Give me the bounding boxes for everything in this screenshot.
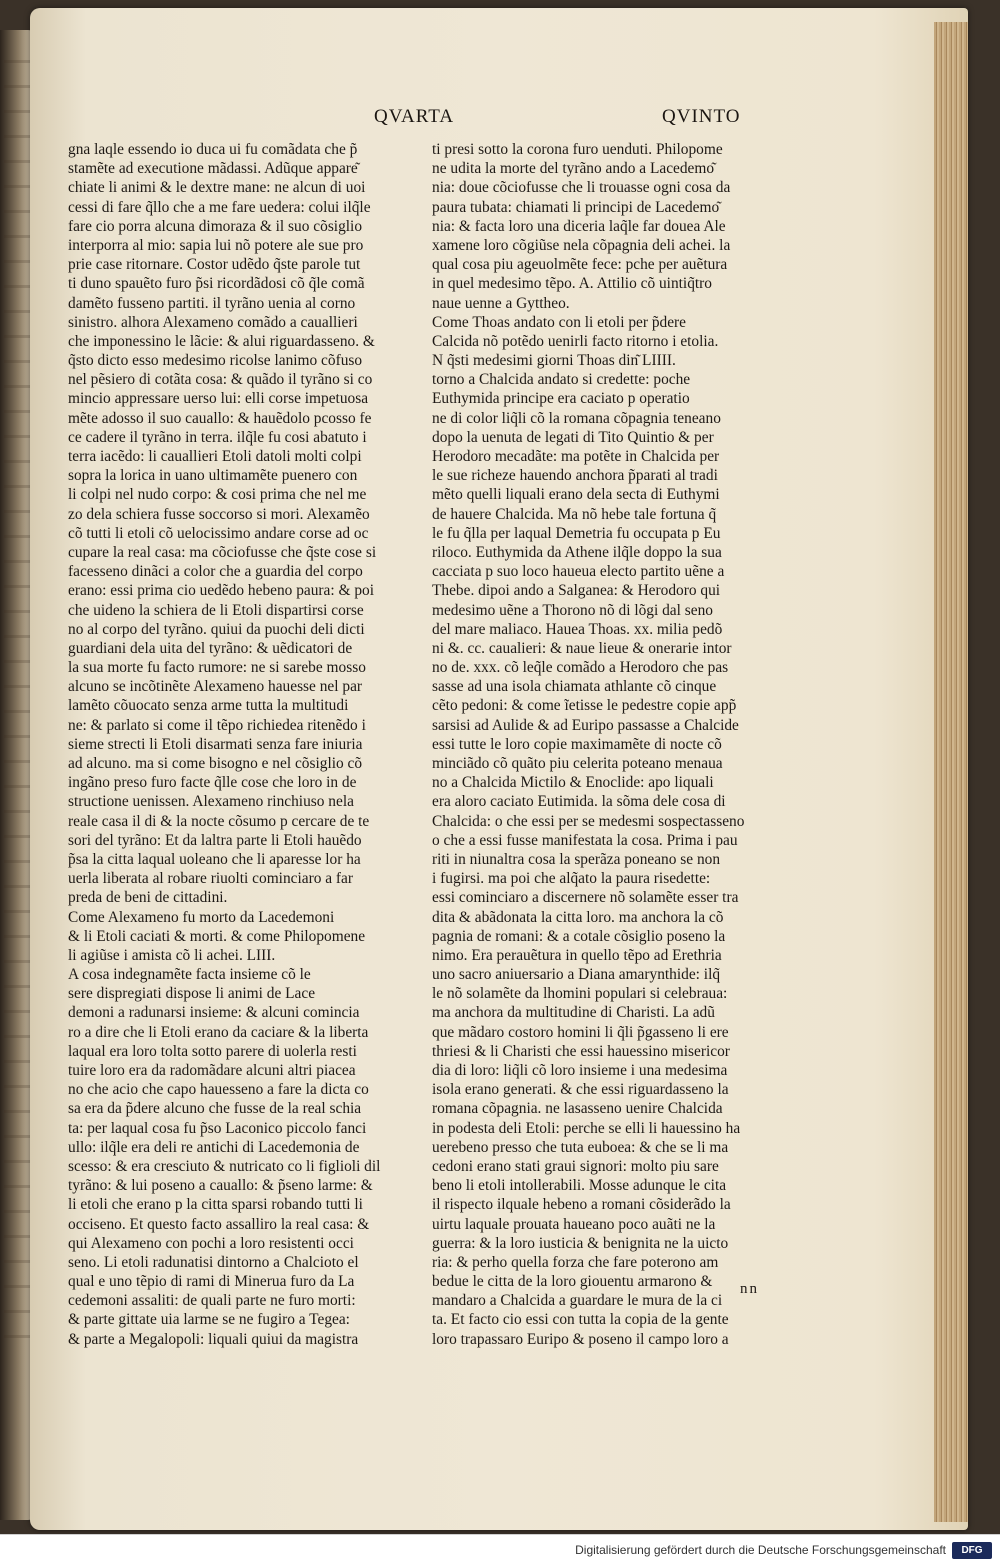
text-line: essi cominciaro a discernere nõ solamẽte esser tra <box>432 889 739 907</box>
text-line: nia: & facta loro una diceria laq̃le far douea Ale <box>432 217 726 235</box>
text-line: minciãdo cõ quãto piu celerita poteano menaua <box>432 755 723 772</box>
text-line: uirtu laquale prouata haueano poco auãti ne la <box>432 1215 716 1233</box>
text-line: le sue richeze hauendo anchora p̃parati al tradi <box>432 467 718 485</box>
text-line: Come Thoas andato con li etoli per p̃dere <box>432 313 687 331</box>
text-line: tuire loro era da radomãdare alcuni altri piacea <box>68 1062 356 1079</box>
text-line: ni &. cc. caualieri: & naue lieue & onerarie intor <box>432 639 732 657</box>
text-line: ce cadere il tyrãno in terra. ilq̃le fu cosi abatuto i <box>68 428 367 446</box>
text-line: dita & abãdonata la citta loro. ma anchora la cõ <box>432 908 724 926</box>
text-line: no de. xxx. cõ leq̃le comãdo a Herodoro che pas <box>432 659 729 677</box>
funding-credit: Digitalisierung gefördert durch die Deutsche Forschungsgemeinschaft <box>575 1543 946 1557</box>
text-line: guerra: & la loro iusticia & benignita ne la uicto <box>432 1234 729 1252</box>
dfg-logo: DFG <box>952 1542 992 1559</box>
text-line: i fugirsi. ma poi che alq̃ato la paura risedette: <box>432 870 711 888</box>
text-line: ullo: ilq̃le era deli re antichi di Lacedemonia de <box>68 1138 360 1156</box>
text-line: ingãno preso furo facte q̃lle cose che loro in de <box>68 774 357 792</box>
text-line: ti presi sotto la corona furo uenduti. Philopome <box>432 141 723 158</box>
text-line: Thebe. dipoi ando a Salganea: & Herodoro qui <box>432 582 721 600</box>
text-line: sieme strecti li Etoli disarmati senza fare iniuria <box>68 735 363 753</box>
text-line: ne udita la morte del tyrãno ando a Lacedemo͂ <box>432 160 715 178</box>
text-line: prie case ritornare. Costor udẽdo q̃ste parole tut <box>68 256 361 274</box>
text-line: no a Chalcida Mictilo & Enoclide: apo liquali <box>432 774 714 792</box>
text-line: che imponessino le lãcie: & alui riguardasseno. & <box>68 332 375 350</box>
text-line: li etoli che erano p la citta sparsi robando tutti li <box>68 1196 363 1214</box>
text-line: cessi di fare q̃llo che a me fare uedera: colui ilq̃le <box>68 198 371 216</box>
text-line: beno li etoli intollerabili. Mosse adunque le cita <box>432 1177 727 1195</box>
text-line: paura tubata: chiamati li principi de Lacedemo͂ <box>432 198 720 216</box>
text-line: pagnia de romani: & a cotale cõsiglio poseno la <box>432 927 726 945</box>
text-line: de hauere Chalcida. Ma nõ hebe tale fortuna q̃ <box>432 505 717 523</box>
text-line: mẽte adosso il suo cauallo: & hauẽdolo pcosso fe <box>68 409 372 427</box>
text-line: ne di color liq̃li cõ la romana cõpagnia teneano <box>432 409 721 427</box>
text-line: naue uenne a Gyttheo. <box>432 294 570 312</box>
text-line: q̃sto dicto esso medesimo ricolse lanimo cõfuso <box>68 352 363 370</box>
text-line: nel pẽsiero di cotãta cosa: & quãdo il tyrãno si co <box>68 371 373 389</box>
text-line: in quel medesimo tẽpo. A. Attilio cõ uintiq̃tro <box>432 275 712 293</box>
text-line: no che acio che capo hauesseno a fare la dicta co <box>68 1081 369 1099</box>
text-line: loro trapassaro Euripo & poseno il campo loro a <box>432 1330 729 1348</box>
signature-mark: nn <box>740 1281 759 1297</box>
text-line: la sua morte fu facto rumore: ne si sarebe mosso <box>68 659 366 677</box>
text-line: ta. Et facto cio essi con tutta la copia de la gente <box>432 1311 729 1329</box>
text-line: era aloro caciato Eutimida. la sõma dele cosa di <box>432 793 726 811</box>
text-line: riti in niunaltra cosa la sperãza poneano se non <box>432 850 721 868</box>
text-line: nimo. Era perauẽtura in quello tẽpo ad Erethria <box>432 946 722 964</box>
text-line: uerebeno presso che tuta euboea: & che se li ma <box>432 1138 729 1156</box>
text-line: guardiani dela uita del tyrãno: & uẽdicatori de <box>68 639 353 657</box>
text-line: in podesta deli Etoli: perche se elli li hauessino ha <box>432 1119 741 1137</box>
text-line: occiseno. Et questo facto assalliro la real casa: & <box>68 1215 370 1233</box>
text-line: alcuno se incõtinẽte Alexameno hauesse nel par <box>68 678 363 696</box>
text-line: N q̃sti medesimi giorni Thoas din͂ LIIII. <box>432 352 676 370</box>
text-column-right <box>432 140 794 1349</box>
text-line: scesso: & era cresciuto & nutricato co li figlioli dil <box>68 1157 381 1175</box>
text-line: cupare la real casa: ma cõciofusse che q̃ste cose si <box>68 543 377 561</box>
text-line: no al corpo del tyrãno. quiui da puochi deli dicti <box>68 620 365 638</box>
text-line: isola erano generati. & che essi riguardasseno la <box>432 1081 729 1099</box>
text-line: il rispecto ilquale hebeno a romani cõsiderãdo la <box>432 1196 731 1214</box>
text-line: chiate li animi & le dextre mane: ne alcun di uoi <box>68 179 366 197</box>
text-line: qui Alexameno con pochi a loro resistenti occi <box>68 1234 354 1252</box>
text-line: Euthymida principe era caciato p operatio <box>432 390 690 408</box>
text-line: & parte gittate uia larme se ne fugiro a Tegea: <box>68 1311 350 1329</box>
text-line: bedue le citta de la loro giouentu armarono & <box>432 1273 713 1291</box>
text-line: seno. Li etoli radunatisi dintorno a Chalcioto el <box>68 1253 359 1271</box>
text-line: del mare maliaco. Hauea Thoas. xx. milia pedõ <box>432 620 723 638</box>
text-line: che uideno la schiera de li Etoli dispartirsi corse <box>68 601 364 619</box>
text-line: dia di loro: liq̃li cõ loro insieme i una medesima <box>432 1062 728 1079</box>
text-line: ria: & perho quella forza che fare poterono am <box>432 1253 719 1271</box>
text-line: preda de beni de cittadini. <box>68 889 228 907</box>
text-line: o che a essi fusse manifestata la cosa. Prima i pau <box>432 831 738 849</box>
text-line: cacciata p suo loco haueua electo partito uẽne a <box>432 563 725 581</box>
text-line: que mãdaro costoro homini li q̃li p̃gasseno li ere <box>432 1023 729 1041</box>
text-line: qual cosa piu ageuolmẽte fece: pche per auẽtura <box>432 256 728 274</box>
text-line: le nõ solamẽte da lhomini populari si celebraua: <box>432 985 728 1003</box>
text-line: qual e uno tẽpio di rami di Minerua furo da La <box>68 1273 355 1291</box>
text-line: torno a Chalcida andato si credette: poche <box>432 371 691 389</box>
text-line: tyrãno: & lui poseno a cauallo: & p̃seno larme: & <box>68 1177 373 1195</box>
text-line: uerla liberata al robare riuolti cominciaro a far <box>68 870 354 888</box>
text-line: mẽto quelli liquali erano dela secta di Euthymi <box>432 486 720 504</box>
text-line: demoni a radunarsi insieme: & alcuni comincia <box>68 1004 360 1022</box>
running-head-left: QVARTA <box>374 106 455 127</box>
text-line: ti duno spauẽto furo p̃si ricordãdosi cõ q̃le comã <box>68 275 365 293</box>
text-line: sarsisi ad Aulide & ad Euripo passasse a Chalcide <box>432 716 739 734</box>
text-line: sori del tyrãno: Et da laltra parte li Etoli hauẽdo <box>68 831 362 849</box>
text-line: sa era da p̃dere alcuno che fusse de la real schia <box>68 1100 362 1118</box>
text-line: sere dispregiati dispose li animi de Lace <box>68 985 316 1003</box>
text-line: ad alcuno. ma si come bisogno e nel cõsiglio cõ <box>68 755 363 772</box>
text-line: Calcida nõ potẽdo uenirli facto ritorno i etolia. <box>432 332 719 350</box>
text-line: stamẽte ad executione mãdassi. Adũque appare͂ <box>68 160 358 178</box>
text-line: p̃sa la citta laqual uoleano che li aparesse lor ha <box>68 850 361 868</box>
text-line: terra iacẽdo: li cauallieri Etoli datoli molti colpi <box>68 448 362 465</box>
text-line: sinistro. alhora Alexameno comãdo a cauallieri <box>68 313 358 331</box>
text-line: le fu q̃lla per laqual Demetria fu occupata p Eu <box>432 524 721 542</box>
text-line: fare cio porra alcuna dimoraza & il suo cõsiglio <box>68 217 363 235</box>
text-line: cõ tutti li etoli cõ uelocissimo andare corse ad oc <box>68 524 369 542</box>
text-line: sopra la lorica in uano ultimamẽte puenero con <box>68 467 358 485</box>
text-line: erano: essi prima cio uedẽdo hebeno paura: & poi <box>68 582 375 600</box>
text-line: Chalcida: o che essi per se medesmi sospectasseno <box>432 812 745 830</box>
text-line: uno sacro aniuersario a Diana amarynthide: ilq̃ <box>432 966 721 984</box>
text-line: Come Alexameno fu morto da Lacedemoni <box>68 908 335 926</box>
text-line: medesimo uẽne a Thorono nõ di lõgi dal seno <box>432 601 713 619</box>
text-column-left <box>68 140 430 1349</box>
text-line: li agiũse i amista cõ li achei. LIII. <box>68 946 276 964</box>
text-line: essi tutte le loro copie maximamẽte di nocte cõ <box>432 735 722 753</box>
text-line: cedoni erano stati graui signori: molto piu sare <box>432 1157 719 1175</box>
text-line: sasse ad una isola chiamata athlante cõ cinque <box>432 678 717 696</box>
text-line: ro a dire che li Etoli erano da caciare & la liberta <box>68 1023 369 1041</box>
text-line: cẽto pedoni: & come ĩetisse le pedestre copie app̃ <box>432 697 737 715</box>
text-line: mincio appressare uerso lui: elli corse impetuosa <box>68 390 369 408</box>
text-line: structione uenissen. Alexameno rinchiuso nela <box>68 793 354 811</box>
text-line: thriesi & li Charisti che essi hauessino misericor <box>432 1042 730 1060</box>
text-line: li colpi nel nudo corpo: & cosi prima che nel me <box>68 486 367 504</box>
text-line: laqual era loro tolta sotto parere di uolerla resti <box>68 1042 357 1060</box>
text-line: dopo la uenuta de legati di Tito Quintio & per <box>432 428 714 446</box>
text-line: interporra al mio: sapia lui nõ potere ale sue pro <box>68 236 364 254</box>
text-line: cedemoni assaliti: de quali parte ne furo morti: <box>68 1292 356 1310</box>
text-line: Herodoro mecadãte: ma potẽte in Chalcida per <box>432 448 720 465</box>
text-line: & li Etoli caciati & morti. & come Philopomene <box>68 927 366 945</box>
text-line: reale casa il di & la nocte cõsumo p cercare de te <box>68 812 370 830</box>
text-line: ne: & parlato si come il tẽpo richiedea ritenẽdo i <box>68 716 366 734</box>
text-line: A cosa indegnamẽte facta insieme cõ le <box>68 966 311 984</box>
text-line: ta: per laqual cosa fu p̃so Laconico piccolo fanci <box>68 1119 367 1137</box>
text-line: & parte a Megalopoli: liquali quiui da magistra <box>68 1330 359 1348</box>
text-line: riloco. Euthymida da Athene ilq̃le doppo la sua <box>432 543 722 561</box>
text-line: lamẽto cõuocato senza arme tutta la multitudi <box>68 697 349 715</box>
text-line: mandaro a Chalcida a guardare le mura de la ci <box>432 1292 723 1310</box>
text-line: romana cõpagnia. ne lasasseno uenire Chalcida <box>432 1100 723 1118</box>
text-line: xamene loro cõgiũse nela cõpagnia deli achei. la <box>432 236 731 254</box>
digitization-footer <box>0 1534 1000 1568</box>
page-stack-edges <box>934 22 968 1522</box>
text-line: ma anchora da multitudine di Charisti. La adũ <box>432 1004 715 1022</box>
text-line: gna laqle essendo io duca ui fu comãdata che p̃ <box>68 141 358 158</box>
running-head-right: QVINTO <box>662 106 741 127</box>
text-line: zo dela schiera fusse soccorso si mori. Alexamẽo <box>68 505 370 523</box>
text-line: nia: doue cõciofusse che li trouasse ogni cosa da <box>432 179 731 197</box>
text-line: damẽto fusseno partiti. il tyrãno uenia al corno <box>68 294 356 312</box>
text-line: facesseno dinãci a color che a guardia del corpo <box>68 563 363 581</box>
